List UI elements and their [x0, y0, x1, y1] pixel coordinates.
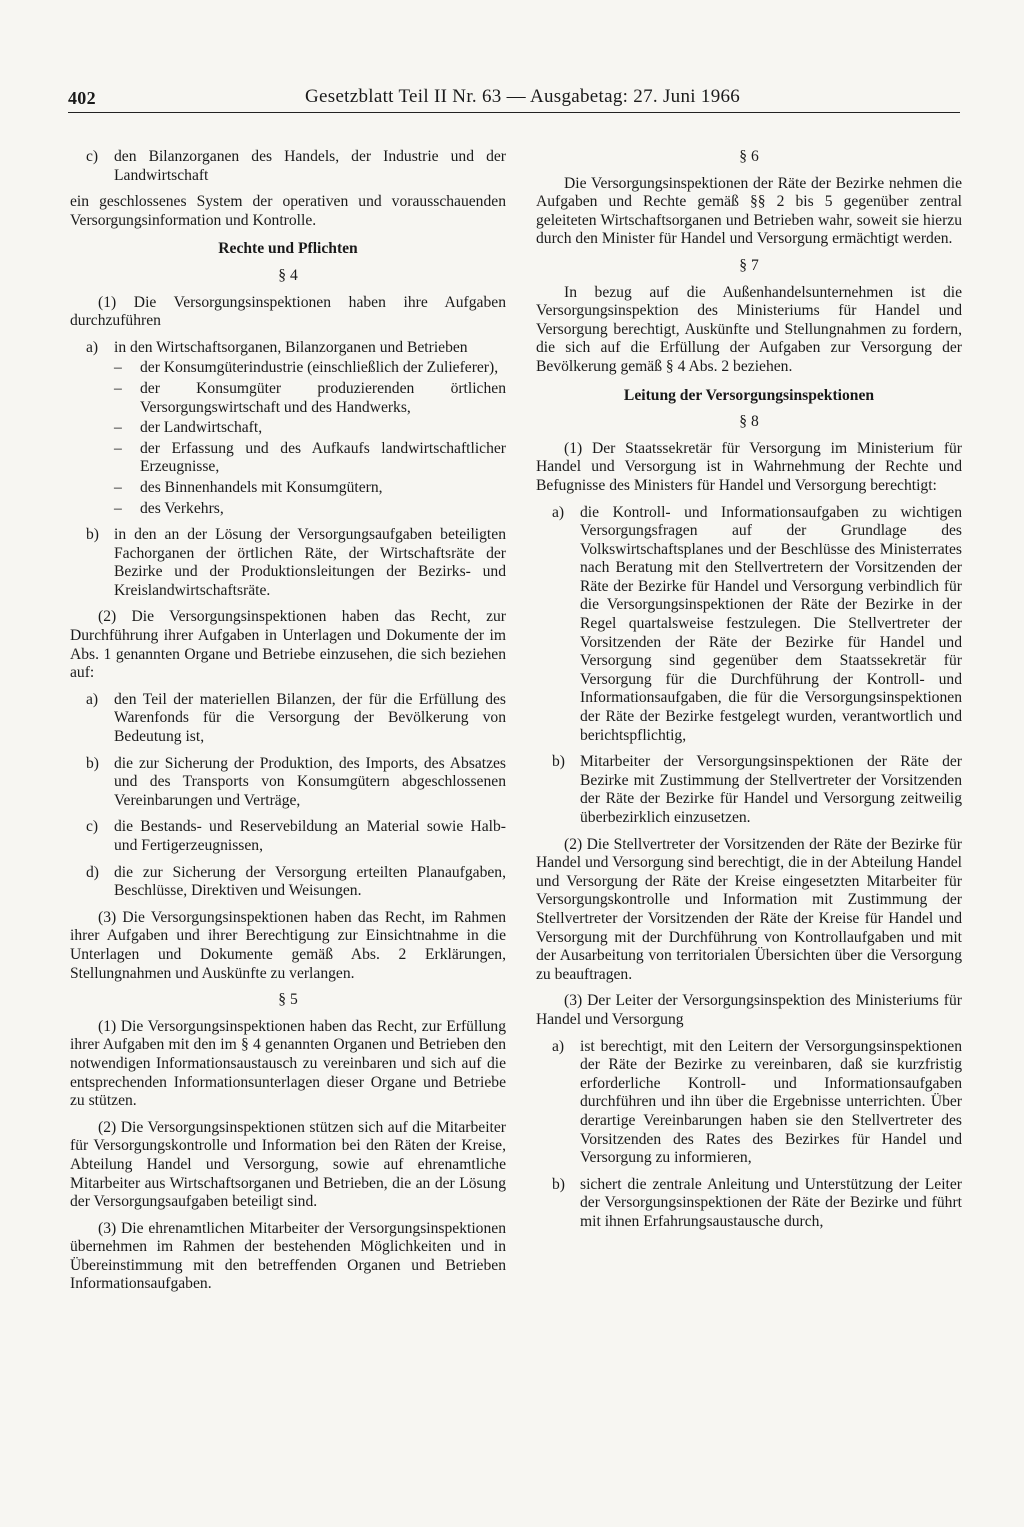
dash-text: der Konsumgüterindustrie (einschließlich der Zulieferer), [140, 359, 499, 377]
dash-text: der Erfassung und des Aufkaufs landwirtschaftlicher Erzeugnisse, [140, 439, 506, 476]
item-text: den Bilanzorganen des Handels, der Industrie und der Landwirtschaft [114, 148, 506, 184]
dash-text: des Binnenhandels mit Konsumgütern, [140, 478, 383, 496]
dash-symbol: – [114, 478, 122, 496]
page-number: 402 [68, 88, 96, 108]
paragraph: Die Versorgungsinspektionen der Räte der Bezirke nehmen die Aufgaben und Rechte gemäß §§ 2 bis 5 gegenüber zentral geleiteten Wirtschaftsorganen und Betrieben wahr, soweit sie hierzu durch den Minister für Handel und Versorgung ermächtigt werden. [536, 174, 962, 248]
item-text: Mitarbeiter der Versorgungsinspektionen der Räte der Bezirke mit Zustimmung der Stellvertreter der Vorsitzenden der Räte der Bezirke für Handel und Versorgung zeitweilig überbezirklich einzusetzen. [580, 753, 962, 826]
list-item [536, 1038, 962, 1168]
list-item [536, 753, 962, 827]
item-label: a) [552, 1037, 565, 1055]
item-text: die zur Sicherung der Versorgung erteilten Planaufgaben, Beschlüsse, Direktiven und Weisungen. [114, 863, 506, 900]
list-item [70, 148, 506, 185]
item-text: die Kontroll- und Informationsaufgaben zu wichtigen Versorgungsfragen auf der Grundlage des Volkswirtschaftsplanes und der Beschlüsse des Ministerrates nach Beratung mit den Stellvertretern der Vorsitzenden der Räte der Bezirke für Handel und Versorgung verbindlich für die Versorgungsinspektionen der Räte der Bezirke in der Regel quartalsweise festzulegen. Die Stellvertreter der Vorsitzenden der Räte der Bezirke für Handel und Versorgung sind gegenüber dem Staatssekretär für Versorgung für die Durchführung der Kontroll- und Informationsaufgaben, die für die Versorgungsinspektionen der Räte der Bezirke festgelegt wurden, verantwortlich und berichtspflichtig, [580, 503, 962, 744]
dash-item [114, 440, 506, 477]
section-heading-rechte: Rechte und Pflichten [218, 240, 358, 258]
item-label: b) [552, 753, 565, 771]
dash-symbol: – [114, 419, 122, 437]
dash-symbol: – [114, 359, 122, 377]
item-text: den Teil der materiellen Bilanzen, der für die Erfüllung des Warenfonds für die Versorgung der Bevölkerung von Bedeutung ist, [114, 690, 506, 746]
dash-text: der Konsumgüter produzierenden örtlichen Versorgungswirtschaft und des Handwerks, [140, 379, 506, 416]
page-header [68, 82, 960, 113]
paragraph: (3) Die Versorgungsinspektionen haben das Recht, im Rahmen ihrer Aufgaben und ihrer Berechtigung zur Einsichtnahme in die Unterlagen und Dokumente gemäß Abs. 2 Erklärungen, Stellungnahmen und Auskünfte zu verlangen. [70, 908, 506, 982]
item-label: b) [86, 754, 99, 772]
item-text: ist berechtigt, mit den Leitern der Versorgungsinspektionen der Räte der Bezirke zu vereinbaren, daß sie kurzfristig erforderliche Kontroll- und Informationsaufgaben durchführen und ihn über die Ergebnisse unterrichten. Über derartige Vereinbarungen haben sie den Stellvertreter des Vorsitzenden des Rates des Bezirkes für Handel und Versorgung zu informieren, [580, 1037, 962, 1167]
list-item [70, 339, 506, 358]
item-label: d) [86, 863, 99, 881]
list-item [536, 1176, 962, 1232]
dash-symbol: – [114, 499, 122, 517]
item-label: b) [86, 526, 99, 544]
list-item [70, 755, 506, 811]
item-label: a) [86, 338, 99, 356]
item-label: b) [552, 1175, 565, 1193]
paragraph: (1) Die Versorgungsinspektionen haben ihre Aufgaben durchzuführen [70, 293, 506, 330]
left-column [70, 148, 506, 1302]
paragraph: (1) Der Staatssekretär für Versorgung im Ministerium für Handel und Versorgung ist in Wahrnehmung der Rechte und Befugnisse des Ministers für Handel und Versorgung berechtigt: [536, 439, 962, 494]
section-6-mark: § 6 [739, 148, 759, 165]
paragraph: (3) Die ehrenamtlichen Mitarbeiter der Versorgungsinspektionen übernehmen im Rahmen der bestehenden Möglichkeiten und in Übereinstimmung mit den betreffenden Organen und Betrieben Informationsaufgaben. [70, 1219, 506, 1293]
dash-symbol: – [114, 439, 122, 457]
paragraph: (1) Die Versorgungsinspektionen haben das Recht, zur Erfüllung ihrer Aufgaben mit den im § 4 genannten Organen und Betrieben den notwendigen Informationsaustausch zu vereinbaren und sich auf die entsprechenden Informationsunterlagen dieser Organe und Betriebe zu stützen. [70, 1017, 506, 1110]
dash-item [114, 359, 506, 378]
paragraph: In bezug auf die Außenhandelsunternehmen ist die Versorgungsinspektion des Ministeriums für Handel und Versorgung berechtigt, Auskünfte und Stellungnahmen zu fordern, die sich auf die Erfüllung der Aufgaben zur Versorgung der Bevölkerung gemäß § 4 Abs. 2 beziehen. [536, 283, 962, 375]
paragraph: (2) Die Versorgungsinspektionen haben das Recht, zur Durchführung ihrer Aufgaben in Unterlagen und Dokumente der im Abs. 1 genannten Organe und Betriebe einzusehen, die sich beziehen auf: [70, 608, 506, 682]
dash-text: des Verkehrs, [140, 499, 224, 517]
item-text: sichert die zentrale Anleitung und Unterstützung der Leiter der Versorgungsinspektionen der Räte der Bezirke und führt mit ihnen Erfahrungsaustausche durch, [580, 1175, 962, 1230]
paragraph: ein geschlossenes System der operativen und vorausschauenden Versorgungsinformation und Kontrolle. [70, 193, 506, 229]
list-item [70, 864, 506, 901]
section-heading-leitung: Leitung der Versorgungsinspektionen [623, 386, 875, 404]
section-4-mark: § 4 [278, 266, 298, 284]
section-8-mark: § 8 [739, 413, 759, 431]
item-label: c) [86, 818, 99, 836]
dash-item [114, 500, 506, 519]
dash-text: der Landwirtschaft, [140, 419, 263, 437]
dash-item [114, 380, 506, 417]
list-item [70, 691, 506, 747]
dash-item [114, 479, 506, 498]
dash-symbol: – [114, 379, 122, 397]
paragraph: (2) Die Versorgungsinspektionen stützen sich auf die Mitarbeiter für Versorgungskontrolle und Information bei den Räten der Kreise, Abteilung Handel und Versorgung, sowie auf ehrenamtliche Mitarbeiter aus Wirtschaftsorganen und Betrieben, die an der Lösung der Versorgungsaufgaben beteiligt sind. [70, 1118, 506, 1211]
item-label: c) [86, 148, 99, 165]
item-text: die Bestands- und Reservebildung an Material sowie Halb- und Fertigerzeugnissen, [114, 818, 506, 854]
list-item [70, 818, 506, 855]
right-column [536, 148, 962, 1239]
item-label: a) [552, 503, 565, 521]
item-label: a) [86, 690, 99, 708]
section-5-mark: § 5 [278, 991, 298, 1009]
item-text: die zur Sicherung der Produktion, des Imports, des Absatzes und des Transports von Konsumgütern abgeschlossenen Vereinbarungen und Verträge, [114, 754, 506, 809]
item-text: in den Wirtschaftsorganen, Bilanzorganen und Betrieben [114, 338, 468, 356]
list-item [536, 504, 962, 746]
section-7-mark: § 7 [739, 256, 759, 274]
paragraph: (2) Die Stellvertreter der Vorsitzenden der Räte der Bezirke für Handel und Versorgung sind berechtigt, die in der Abteilung Handel und Versorgung der Räte der Kreise eingesetzten Mitarbeiter für Versorgungskontrolle und Information mit Zustimmung der Stellvertreter der Vorsitzenden der Räte der Kreise für Handel und Versorgung mit der Durchführung von Kontrollaufgaben und mit der Ausarbeitung von territorialen Übersichten über die Versorgung zu beauftragen. [536, 835, 962, 983]
item-text: in den an der Lösung der Versorgungsaufgaben beteiligten Fachorganen der örtlichen Räte, der Wirtschaftsräte der Bezirke und der Produktionsleitungen der Bezirks- und Kreislandwirtschaftsräte. [114, 526, 506, 599]
gazette-title: Gesetzblatt Teil II Nr. 63 — Ausgabetag: 27. Juni 1966 [305, 86, 741, 107]
dash-item [114, 419, 506, 438]
paragraph: (3) Der Leiter der Versorgungsinspektion des Ministeriums für Handel und Versorgung [536, 992, 962, 1028]
list-item [70, 526, 506, 600]
